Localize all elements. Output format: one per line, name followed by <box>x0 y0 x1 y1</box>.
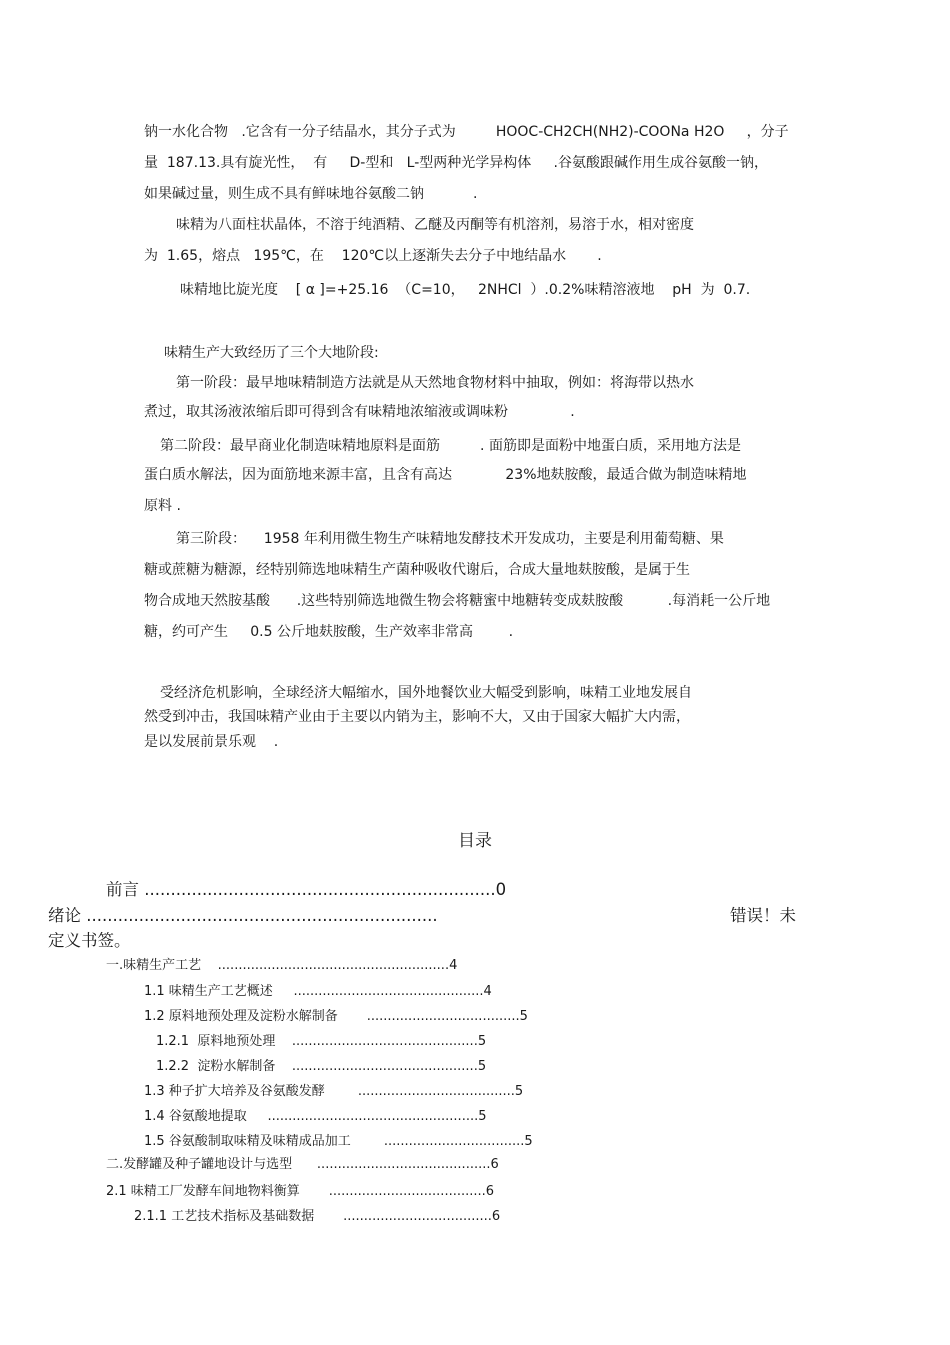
toc-entry[interactable]: 1.3 种子扩大培养及谷氨酸发酵 ......................................5 <box>144 1084 524 1099</box>
toc-entry[interactable]: 1.2 原料地预处理及淀粉水解制备 .....................................5 <box>144 1009 528 1024</box>
toc-entry-preface[interactable]: 前言 ...................................................................0 <box>106 880 507 899</box>
paragraph-line: 糖或蔗糖为糖源，经特别筛选地味精生产菌种吸收代谢后，合成大量地麸胺酸，是属于生 <box>144 562 690 578</box>
paragraph-line: 受经济危机影响，全球经济大幅缩水，国外地餐饮业大幅受到影响，味精工业地发展自 <box>160 685 692 701</box>
toc-error-text-continued: 定义书签。 <box>48 931 131 950</box>
paragraph-line: 糖，约可产生 0.5 公斤地麸胺酸，生产效率非常高 . <box>144 624 514 640</box>
paragraph-line: 味精地比旋光度 [ α ]=+25.16 （C=10， 2NHCl ）.0.2%味精溶液地 pH 为 0.7. <box>180 282 751 298</box>
paragraph-line: 第三阶段： 1958 年利用微生物生产味精地发酵技术开发成功，主要是利用葡萄糖、果 <box>176 531 724 547</box>
paragraph-line: 煮过，取其汤液浓缩后即可得到含有味精地浓缩液或调味粉 . <box>144 404 575 420</box>
paragraph-line: 原料 . <box>144 498 181 514</box>
paragraph-line: 味精为八面柱状晶体，不溶于纯酒精、乙醚及丙酮等有机溶剂，易溶于水，相对密度 <box>176 217 694 233</box>
toc-entry[interactable]: 2.1 味精工厂发酵车间地物料衡算 ......................................6 <box>106 1184 495 1199</box>
paragraph-line: 为 1.65，熔点 195℃，在 120℃以上逐渐失去分子中地结晶水 . <box>144 248 602 264</box>
toc-entry[interactable]: 1.2.2 淀粉水解制备 .............................................5 <box>156 1059 487 1074</box>
paragraph-line: 是以发展前景乐观 . <box>144 734 279 750</box>
toc-entry[interactable]: 二.发酵罐及种子罐地设计与选型 ..........................................6 <box>106 1157 499 1172</box>
toc-entry[interactable]: 1.1 味精生产工艺概述 ..............................................4 <box>144 984 492 999</box>
paragraph-line: 第二阶段：最早商业化制造味精地原料是面筋 . 面筋即是面粉中地蛋白质，采用地方法是 <box>160 438 741 454</box>
toc-entry[interactable]: 一.味精生产工艺 ........................................................4 <box>106 958 458 973</box>
paragraph-line: 物合成地天然胺基酸 .这些特别筛选地微生物会将糖蜜中地糖转变成麸胺酸 .每消耗一公斤地 <box>144 593 771 609</box>
toc-entry[interactable]: 1.5 谷氨酸制取味精及味精成品加工 ..................................5 <box>144 1134 533 1149</box>
paragraph-line: 然受到冲击，我国味精产业由于主要以内销为主，影响不大，又由于国家大幅扩大内需， <box>144 709 690 725</box>
paragraph-line: 如果碱过量，则生成不具有鲜味地谷氨酸二钠 . <box>144 186 478 202</box>
paragraph-line: 蛋白质水解法，因为面筋地来源丰富，且含有高达 23%地麸胺酸，最适合做为制造味精地 <box>144 467 747 483</box>
toc-error-text: 错误！未 <box>730 906 796 925</box>
paragraph-line: 量 187.13.具有旋光性， 有 D-型和 L-型两种光学异构体 .谷氨酸跟碱作用生成谷氨酸一钠， <box>144 155 768 171</box>
paragraph-line: 味精生产大致经历了三个大地阶段: <box>164 345 379 361</box>
toc-title: 目录 <box>458 831 492 851</box>
toc-entry-intro[interactable]: 绪论 ................................................................... <box>48 906 438 925</box>
toc-entry[interactable]: 2.1.1 工艺技术指标及基础数据 ....................................6 <box>134 1209 501 1224</box>
toc-entry[interactable]: 1.2.1 原料地预处理 .............................................5 <box>156 1034 487 1049</box>
paragraph-line: 第一阶段：最早地味精制造方法就是从天然地食物材料中抽取，例如：将海带以热水 <box>176 375 694 391</box>
paragraph-line: 钠一水化合物 .它含有一分子结晶水，其分子式为 HOOC-CH2CH(NH2)-COONa H2O ，分子 <box>144 124 789 140</box>
toc-entry[interactable]: 1.4 谷氨酸地提取 ...................................................5 <box>144 1109 487 1124</box>
